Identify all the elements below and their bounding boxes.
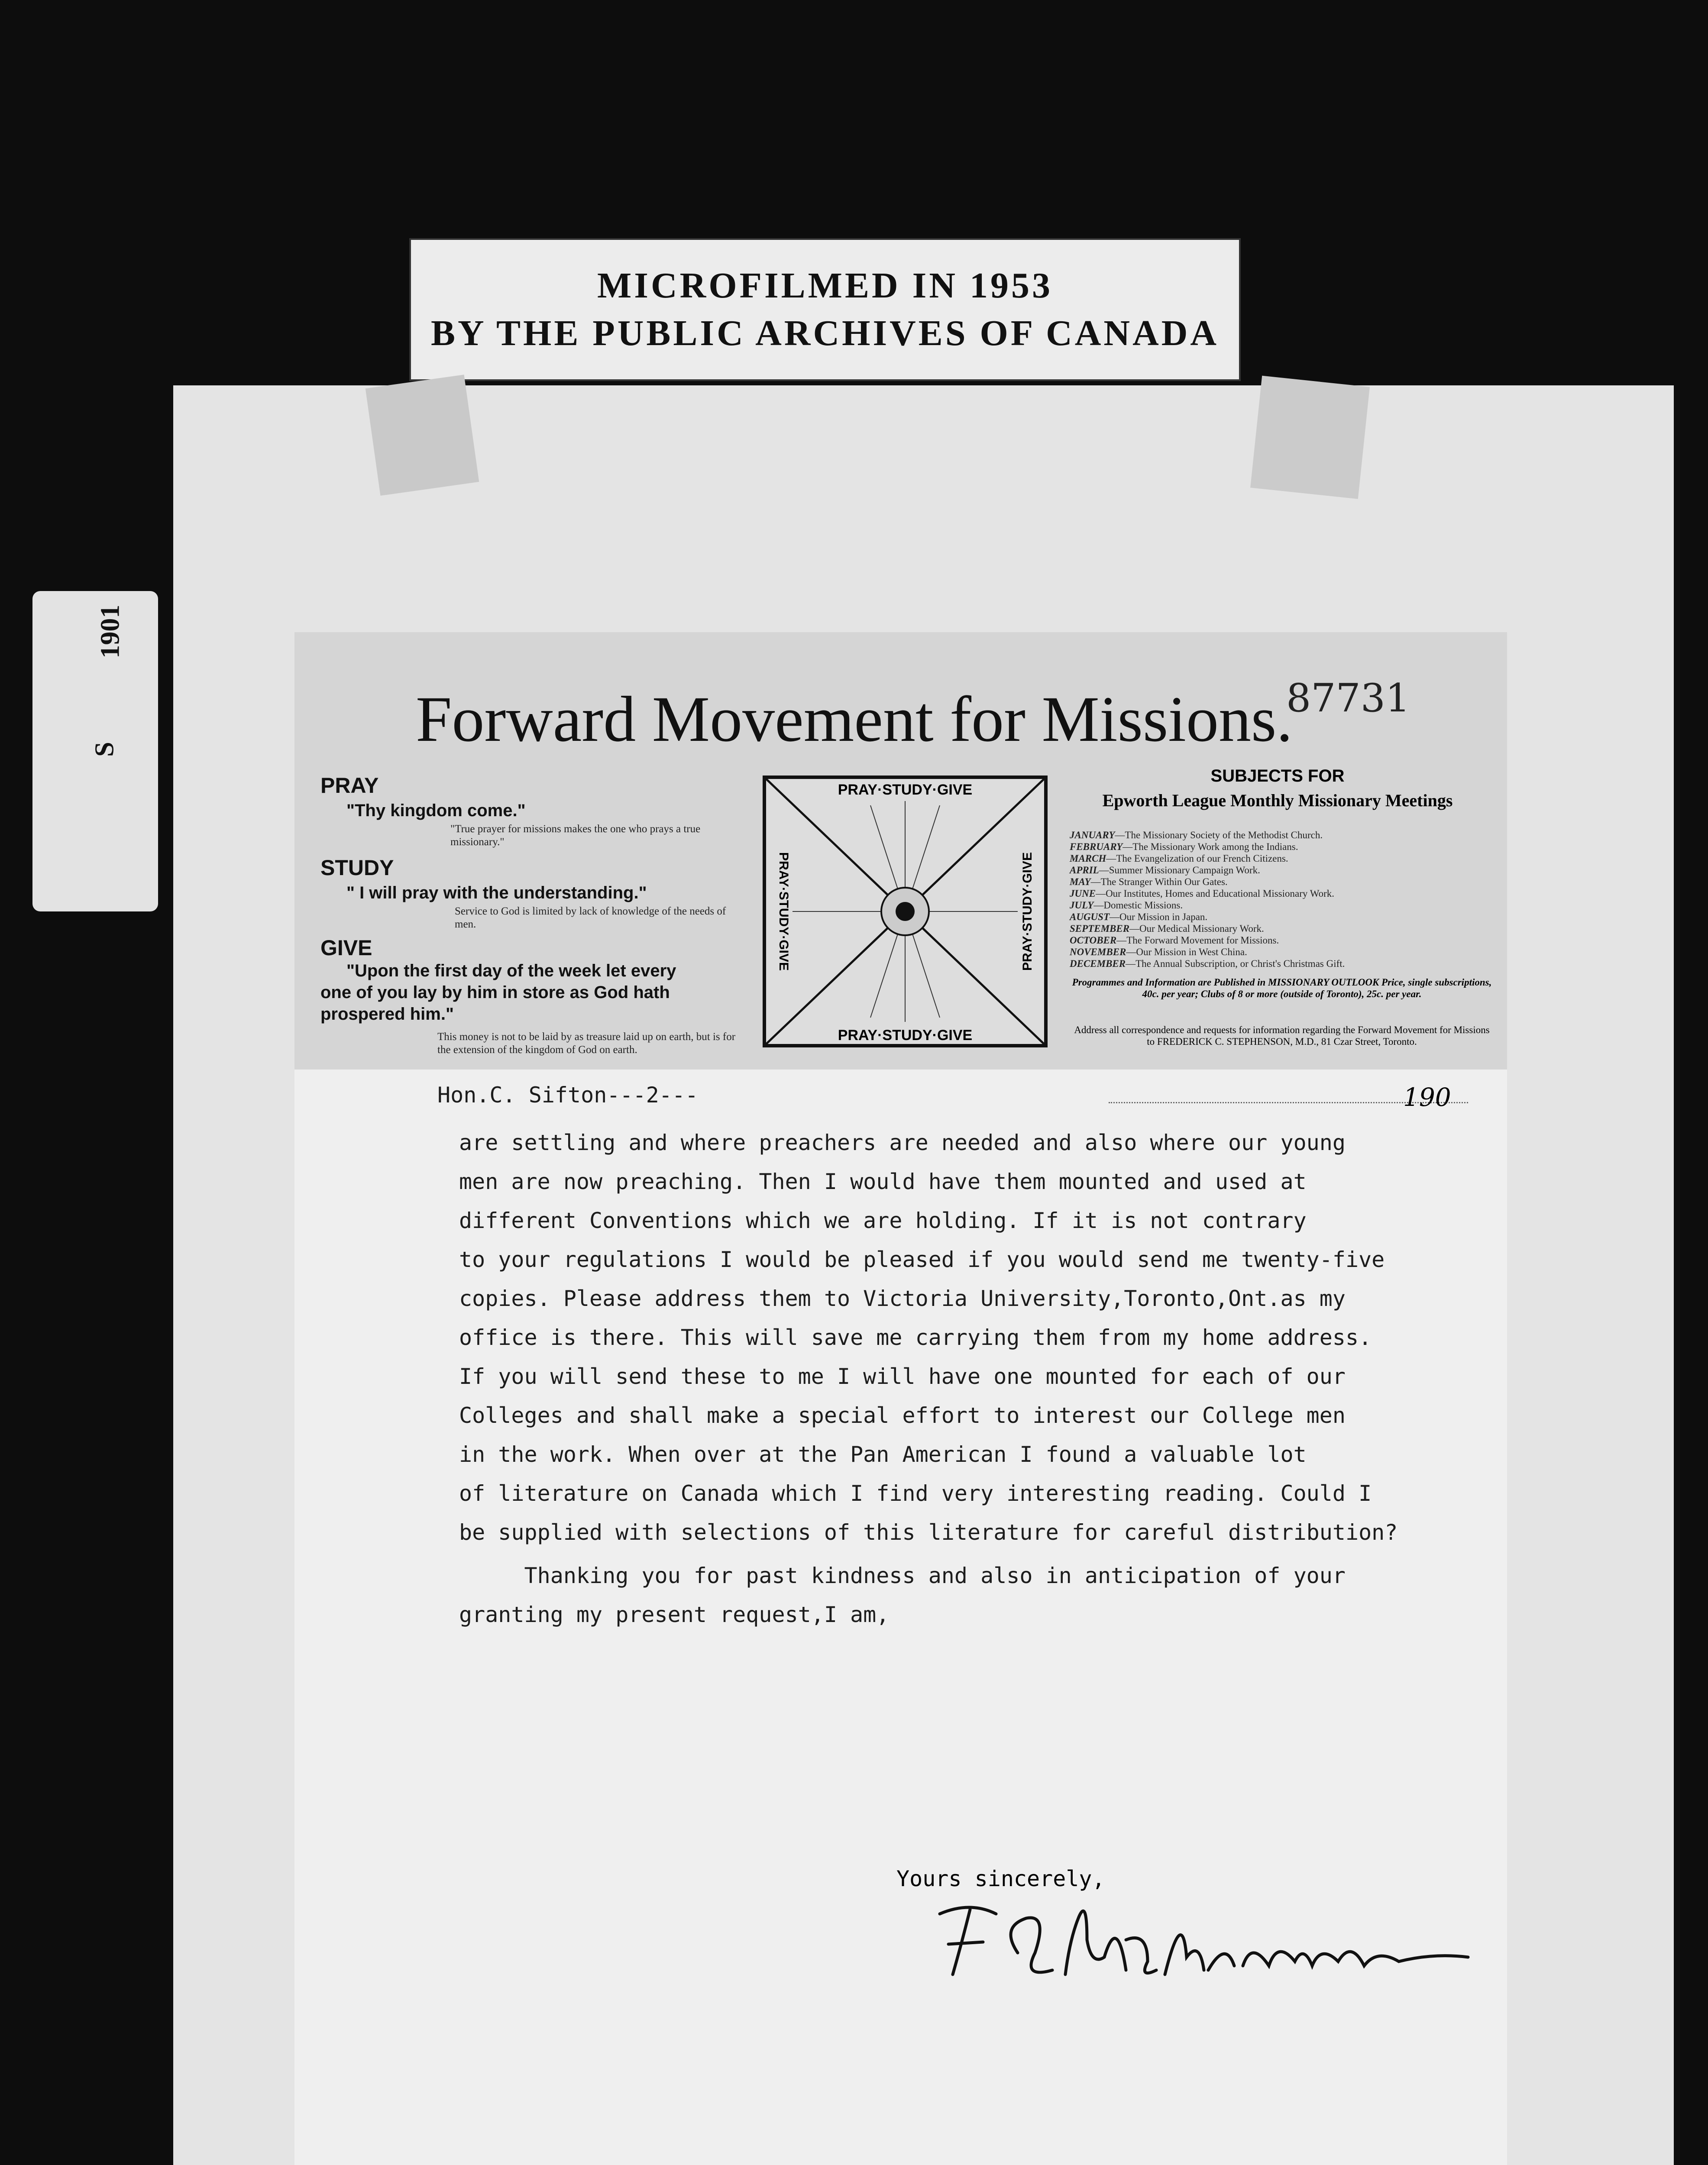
reel-letter: S xyxy=(90,742,120,757)
month-topic: —The Missionary Work among the Indians. xyxy=(1122,841,1298,852)
month-topic: —Our Institutes, Homes and Educational Missionary Work. xyxy=(1096,888,1334,899)
month-topic: —Summer Missionary Campaign Work. xyxy=(1099,865,1260,876)
month-name: MAY xyxy=(1070,876,1091,887)
month-topic: —Our Medical Missionary Work. xyxy=(1129,923,1264,934)
month-topic: —Our Mission in West China. xyxy=(1126,947,1247,957)
emblem-text-top: PRAY·STUDY·GIVE xyxy=(838,782,973,798)
month-subject-item xyxy=(1070,864,1494,876)
letter-line: different Conventions which we are holding. If it is not contrary xyxy=(459,1208,1307,1233)
emblem-text-right: PRAY·STUDY·GIVE xyxy=(1020,852,1035,971)
subjects-title: SUBJECTS FOR xyxy=(1210,766,1345,785)
letter-page xyxy=(294,632,1507,2165)
month-topic: —The Annual Subscription, or Christ's Christmas Gift. xyxy=(1126,958,1345,969)
letter-line: granting my present request,I am, xyxy=(459,1602,890,1627)
give-quote-line2: one of you lay by him in store as God hath xyxy=(320,983,670,1002)
pray-study-give-emblem xyxy=(762,775,1048,1048)
give-note: This money is not to be laid by as treasure laid up on earth, but is for the extension of the kingdom of God on earth. xyxy=(437,1031,736,1056)
tape-strip-left xyxy=(366,375,479,496)
month-name: DECEMBER xyxy=(1070,958,1126,969)
month-name: OCTOBER xyxy=(1070,935,1117,946)
letter-heading-line: Hon.C. Sifton---2--- xyxy=(437,1082,699,1108)
month-name: SEPTEMBER xyxy=(1070,923,1130,934)
tape-strip-right xyxy=(1250,376,1370,499)
microfilm-label-line1: MICROFILMED IN 1953 xyxy=(597,265,1053,306)
letter-line: Colleges and shall make a special effort to interest our College men xyxy=(459,1403,1346,1428)
letter-line: in the work. When over at the Pan American I found a valuable lot xyxy=(459,1442,1307,1467)
reel-year: 1901 xyxy=(95,604,125,659)
study-heading: STUDY xyxy=(320,856,394,880)
letter-line: Thanking you for past kindness and also in anticipation of your xyxy=(459,1563,1346,1588)
month-topic: —The Stranger Within Our Gates. xyxy=(1090,876,1228,887)
pray-heading: PRAY xyxy=(320,773,379,798)
sign-off: Yours sincerely, xyxy=(896,1866,1105,1891)
month-subject-item xyxy=(1070,888,1494,899)
give-quote-line3: prospered him." xyxy=(320,1005,454,1024)
study-quote: " I will pray with the understanding." xyxy=(346,883,647,902)
emblem-text-left: PRAY·STUDY·GIVE xyxy=(776,852,791,971)
month-name: APRIL xyxy=(1070,865,1099,876)
pray-quote: "Thy kingdom come." xyxy=(346,801,526,820)
month-subject-item xyxy=(1070,853,1494,864)
month-topic: —The Missionary Society of the Methodist Church. xyxy=(1115,830,1323,840)
month-name: JULY xyxy=(1070,900,1094,911)
month-topic: —Domestic Missions. xyxy=(1093,900,1183,911)
month-subject-item xyxy=(1070,876,1494,888)
reel-label xyxy=(32,591,158,911)
month-name: NOVEMBER xyxy=(1070,947,1126,957)
month-subject-item xyxy=(1070,958,1494,969)
month-subject-item xyxy=(1070,946,1494,958)
letter-line: to your regulations I would be pleased if you would send me twenty-five xyxy=(459,1247,1385,1272)
letter-line: of literature on Canada which I find very interesting reading. Could I xyxy=(459,1481,1372,1506)
month-name: AUGUST xyxy=(1070,911,1110,922)
letter-line: If you will send these to me I will have one mounted for each of our xyxy=(459,1364,1346,1389)
month-name: FEBRUARY xyxy=(1070,841,1123,852)
letter-line: office is there. This will save me carrying them from my home address. xyxy=(459,1325,1372,1350)
letter-line: be supplied with selections of this literature for careful distribution? xyxy=(459,1520,1398,1545)
pray-note: "True prayer for missions makes the one who prays a true missionary." xyxy=(450,823,701,848)
letter-line: copies. Please address them to Victoria University,Toronto,Ont.as my xyxy=(459,1286,1346,1311)
microfilm-label xyxy=(409,238,1241,381)
letterhead-title: Forward Movement for Missions. xyxy=(416,683,1293,755)
month-subject-item xyxy=(1070,911,1494,923)
monthly-subjects-list xyxy=(1070,829,1494,969)
month-subject-item xyxy=(1070,934,1494,946)
subjects-subtitle: Epworth League Monthly Missionary Meetings xyxy=(1102,791,1453,810)
month-topic: —The Forward Movement for Missions. xyxy=(1116,935,1279,946)
month-name: JANUARY xyxy=(1070,830,1115,840)
date-year: 190 xyxy=(1403,1082,1451,1112)
month-name: JUNE xyxy=(1070,888,1096,899)
microfilm-label-line2: BY THE PUBLIC ARCHIVES OF CANADA xyxy=(430,313,1220,353)
emblem-text-bottom: PRAY·STUDY·GIVE xyxy=(838,1027,973,1044)
give-quote-line1: "Upon the first day of the week let every xyxy=(346,961,676,980)
month-name: MARCH xyxy=(1070,853,1106,864)
month-subject-item xyxy=(1070,923,1494,934)
letterhead-address: Address all correspondence and requests for information regarding the Forward Movement for Missions to FREDERICK C. STEPHENSON, M.D., 81 Czar Street, Toronto. xyxy=(1074,1024,1490,1047)
missionary-outlook-note: Programmes and Information are Published in MISSIONARY OUTLOOK Price, single subscriptions, 40c. per year; Clubs of 8 or more (outside of Toronto), 25c. per year. xyxy=(1072,977,1492,999)
handwritten-serial-number: 87731 xyxy=(1286,675,1410,721)
month-subject-item xyxy=(1070,899,1494,911)
letterhead xyxy=(294,632,1507,1070)
letter-line: are settling and where preachers are needed and also where our young xyxy=(459,1130,1346,1155)
month-subject-item xyxy=(1070,841,1494,853)
letter-line: men are now preaching. Then I would have them mounted and used at xyxy=(459,1169,1307,1194)
month-topic: —The Evangelization of our French Citizens. xyxy=(1106,853,1288,864)
month-topic: —Our Mission in Japan. xyxy=(1110,911,1208,922)
give-heading: GIVE xyxy=(320,936,372,960)
month-subject-item xyxy=(1070,829,1494,841)
study-note: Service to God is limited by lack of knowledge of the needs of men. xyxy=(455,905,726,930)
handwritten-signature xyxy=(922,1888,1485,2000)
